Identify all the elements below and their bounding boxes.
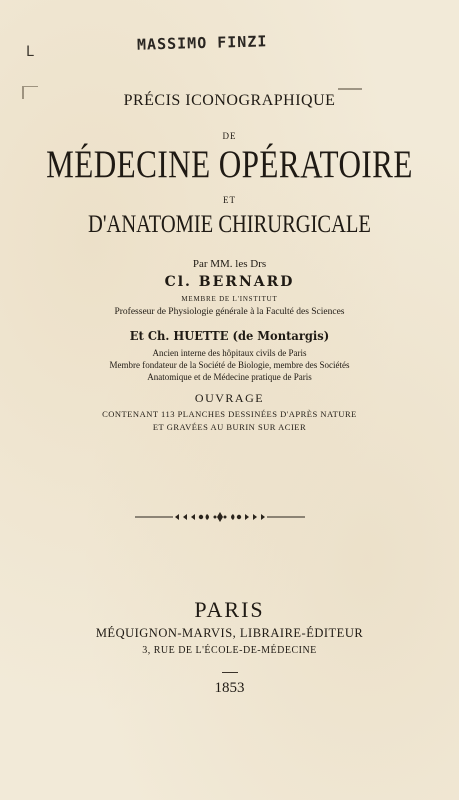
title-de: DE <box>222 131 237 141</box>
title-et: ET <box>223 195 236 205</box>
ouvrage-desc-2: ET GRAVÉES AU BURIN SUR ACIER <box>152 422 307 432</box>
huette-credential-3: Anatomique et de Médecine pratique de Paris <box>147 372 312 382</box>
huette-credential-2: Membre fondateur de la Société de Biologie, membre des Sociétés <box>109 360 350 370</box>
authors-intro: Par MM. les Drs <box>192 258 267 270</box>
title-sub: D'ANATOMIE CHIRURGICALE <box>88 211 371 238</box>
owner-stamp: MASSIMO FINZI <box>136 32 268 54</box>
ouvrage-desc-1: CONTENANT 113 PLANCHES DESSINÉES D'APRÈS NATURE <box>102 409 357 419</box>
title-precis: PRÉCIS ICONOGRAPHIQUE <box>123 92 336 109</box>
corner-mark: L <box>26 44 34 60</box>
imprint-year: 1853 <box>214 680 245 696</box>
ornament-divider-icon <box>135 510 305 524</box>
imprint-address: 3, RUE DE L'ÉCOLE-DE-MÉDECINE <box>142 645 317 656</box>
ouvrage-label: OUVRAGE <box>194 391 265 405</box>
huette-credential-1: Ancien interne des hôpitaux civils de Paris <box>152 348 307 358</box>
imprint-city: PARIS <box>194 597 265 622</box>
imprint-publisher: MÉQUIGNON-MARVIS, LIBRAIRE-ÉDITEUR <box>95 626 364 640</box>
bernard-position: Professeur de Physiologie générale à la Faculté des Sciences <box>114 307 345 317</box>
author-bernard: Cl. BERNARD <box>164 274 295 290</box>
author-huette: Et Ch. HUETTE (de Montargis) <box>129 328 330 343</box>
divider-rule <box>222 672 238 673</box>
ink-smudge-right <box>338 88 362 90</box>
title-main: MÉDECINE OPÉRATOIRE <box>46 143 413 186</box>
bernard-membership: MEMBRE DE L'INSTITUT <box>181 295 278 303</box>
